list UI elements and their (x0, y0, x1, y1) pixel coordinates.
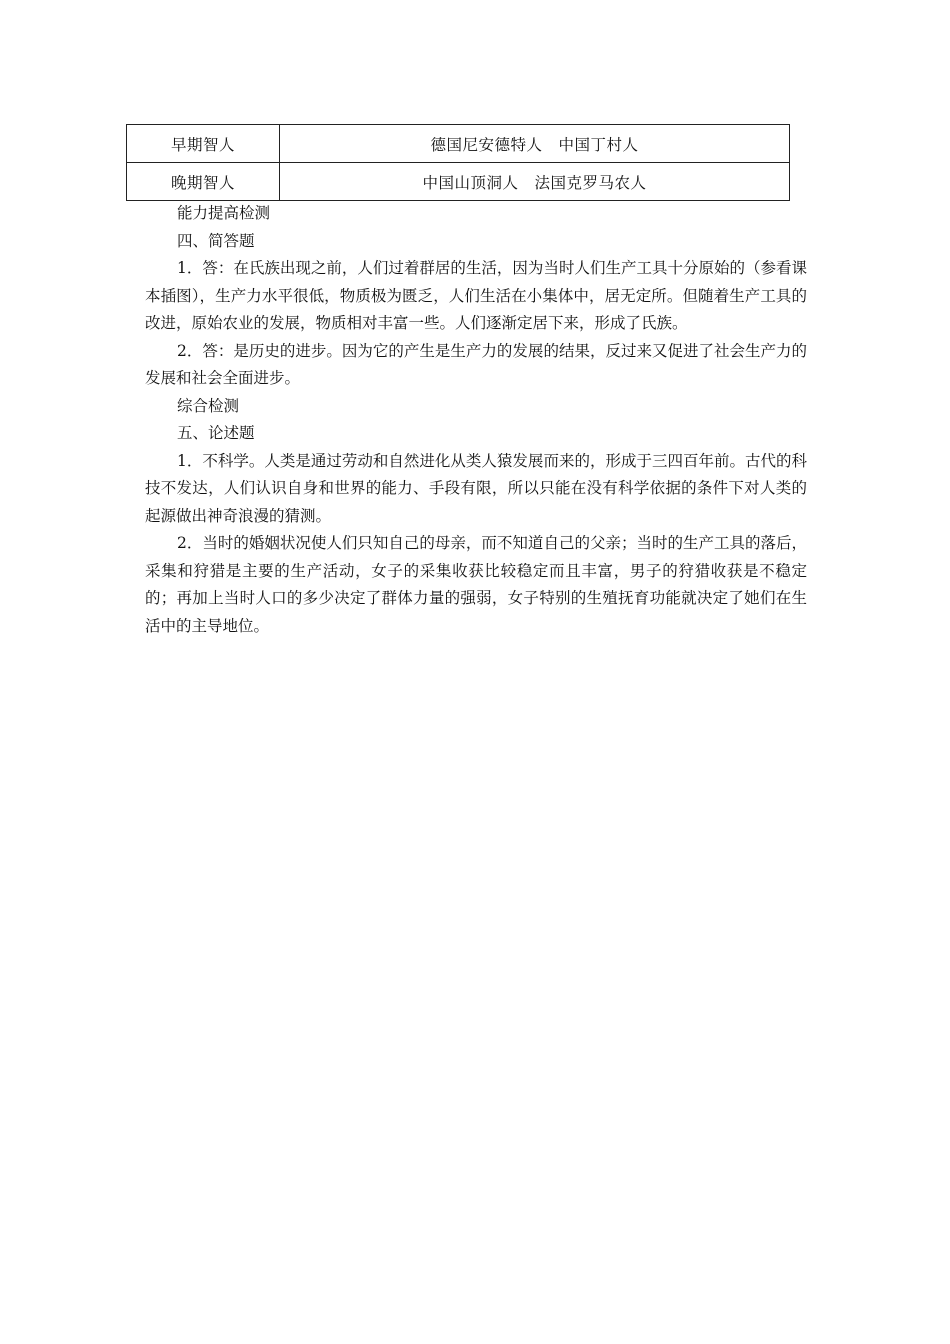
short-answer-1: 1．答：在氏族出现之前，人们过着群居的生活，因为当时人们生产工具十分原始的（参看课本插图），生产力水平很低，物质极为匮乏，人们生活在小集体中，居无定所。但随着生产工具的改进，原始农业的发展，物质相对丰富一些。人们逐渐定居下来，形成了氏族。 (145, 259, 807, 332)
section-title-comprehensive: 综合检测 (177, 396, 240, 415)
human-species-table (126, 124, 790, 201)
essay-answer-1: 1．不科学。人类是通过劳动和自然进化从类人猿发展而来的，形成于三四百年前。古代的科技不发达，人们认识自身和世界的能力、手段有限，所以只能在没有科学依据的条件下对人类的起源做出神奇浪漫的猜测。 (145, 451, 807, 525)
essay-answer-2: 2．当时的婚姻状况使人们只知自己的母亲，而不知道自己的父亲；当时的生产工具的落后，采集和狩猎是主要的生产活动，女子的采集收获比较稳定而且丰富，男子的狩猎收获是不稳定的；再加上当时人口的多少决定了群体力量的强弱，女子特别的生殖抚育功能就决定了她们在生活中的主导地位。 (145, 534, 807, 635)
stage-cell: 早期智人 (127, 125, 280, 163)
answer-body (145, 200, 807, 640)
section-title-ability: 能力提高检测 (177, 204, 271, 222)
section-title-essay: 五、论述题 (177, 424, 255, 442)
stage-cell: 晚期智人 (127, 163, 280, 201)
short-answer-2: 2．答：是历史的进步。因为它的产生是生产力的发展的结果，反过来又促进了社会生产力的发展和社会全面进步。 (145, 341, 807, 387)
examples-cell: 中国山顶洞人 法国克罗马农人 (280, 163, 790, 201)
table-row (127, 125, 790, 163)
table-row (127, 163, 790, 201)
examples-cell: 德国尼安德特人 中国丁村人 (280, 125, 790, 163)
section-title-short-answer: 四、简答题 (177, 231, 255, 250)
